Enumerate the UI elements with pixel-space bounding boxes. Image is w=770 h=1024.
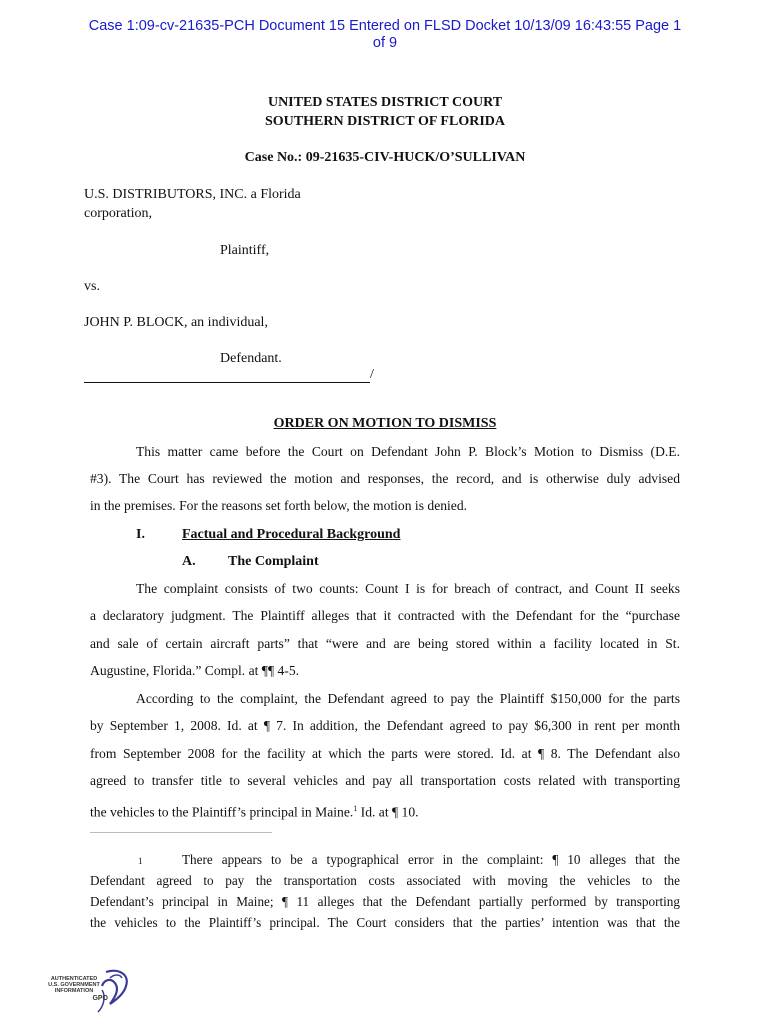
plaintiff-name-line1: U.S. DISTRIBUTORS, INC. a Florida [84,187,301,202]
caption-rule [84,382,370,383]
footnote-line-3: Defendant’s principal in Maine; ¶ 11 alleges that the Defendant partially performed by transporting [90,894,680,909]
docket-header [40,18,730,52]
versus: vs. [84,279,100,294]
para2-cite: Id. at ¶ 10. [357,804,419,820]
footnote-line-2: Defendant agreed to pay the transportation costs associated with moving the vehicles to the [90,873,680,888]
caption-slash: / [370,367,374,382]
seal-line-4: GPO [92,995,108,1002]
case-number: Case No.: 09-21635-CIV-HUCK/O’SULLIVAN [244,150,526,165]
subsection-number: A. [182,554,196,569]
para1-line-1: The complaint consists of two counts: Count I is for breach of contract, and Count II seeks [136,581,680,596]
para1-line-2: a declaratory judgment. The Plaintiff alleges that it contracted with the Defendant for the “purchase [90,608,680,623]
seal-line-1: AUTHENTICATED [50,976,98,982]
para2-line-5-text: the vehicles to the Plaintiff’s principal in Maine. [90,804,354,820]
footnote-rule [90,832,272,833]
order-title: ORDER ON MOTION TO DISMISS [273,416,497,431]
footnote-line-4: the vehicles to the Plaintiff’s principal. The Court considers that the parties’ intention was that the [90,915,680,930]
para2-line-3: from September 2008 for the facility at which the parts were stored. Id. at ¶ 8. The Defendant also [90,746,680,761]
intro-line-1: This matter came before the Court on Defendant John P. Block’s Motion to Dismiss (D.E. [136,444,680,459]
subsection-title: The Complaint [228,554,319,569]
defendant-role: Defendant. [220,351,282,366]
para2-line-4: agreed to transfer title to several vehicles and pay all transportation costs related with transporting [90,773,680,788]
seal-line-2: U.S. GOVERNMENT [48,982,100,988]
para1-line-4: Augustine, Florida.” Compl. at ¶¶ 4-5. [90,663,300,678]
intro-line-3: in the premises. For the reasons set forth below, the motion is denied. [90,498,468,513]
docket-header-line1: Case 1:09-cv-21635-PCH Document 15 Entered on FLSD Docket 10/13/09 16:43:55 Page 1 [88,18,682,34]
plaintiff-role: Plaintiff, [220,243,270,258]
para1-line-3: and sale of certain aircraft parts” that “were and are being stored within a facility located in St. [90,636,680,651]
footnote-reference[interactable]: 1 [353,804,358,813]
plaintiff-name-line2: corporation, [84,206,153,221]
seal-line-3: INFORMATION [54,988,94,994]
para2-line-2: by September 1, 2008. Id. at ¶ 7. In addition, the Defendant agreed to pay $6,300 in rent per month [90,718,680,733]
court-name: UNITED STATES DISTRICT COURT [267,95,503,110]
gpo-authentication-seal [40,966,136,1018]
docket-header-line2: of 9 [372,35,398,51]
footnote-number: 1 [138,856,143,866]
para2-line-5 [90,800,419,822]
defendant-name: JOHN P. BLOCK, an individual, [84,315,268,330]
section-number: I. [136,527,145,542]
footnote-line-1: There appears to be a typographical error in the complaint: ¶ 10 alleges that the [182,852,680,867]
court-district: SOUTHERN DISTRICT OF FLORIDA [265,114,505,129]
para2-line-1: According to the complaint, the Defendant agreed to pay the Plaintiff $150,000 for the parts [136,691,680,706]
section-title: Factual and Procedural Background [182,527,401,542]
intro-line-2: #3). The Court has reviewed the motion and responses, the record, and is otherwise duly advised [90,471,680,486]
